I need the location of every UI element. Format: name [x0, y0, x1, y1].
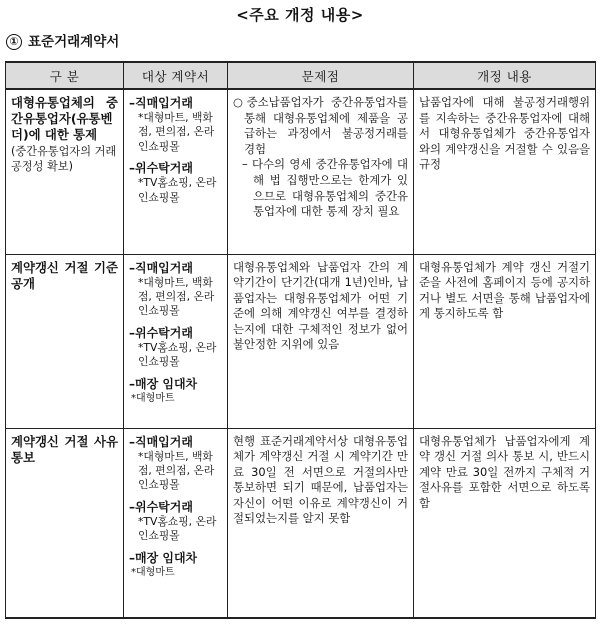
contract-group	[129, 376, 222, 406]
revision-cell	[414, 89, 596, 254]
problem-subtext: – 다수의 영세 중간유통업자에 대해 법 집행만으로는 한계가 있으므로 대형유통업체의 중간유통업자에 대한 통제 장치 필요	[242, 157, 408, 219]
category-title: 계약갱신 거절 사유 통보	[11, 433, 118, 465]
category-cell	[6, 428, 124, 618]
contract-group	[129, 95, 222, 154]
contract-group	[129, 325, 222, 370]
revision-text: 납품업자에 대해 불공정거래행위를 지속하는 중간유통업자에 대해서 대형유통업체가 중간유통업자와의 계약갱신을 거절할 수 있음을 규정	[419, 95, 590, 172]
contract-targets: *TV홈쇼핑, 온라인쇼핑몰	[138, 176, 217, 204]
revision-text: 대형유통업체가 납품업자에게 계약 갱신 거절 의사 통보 시, 반드시 계약 만료 30일 전까지 구체적 거절사유를 포함한 서면으로 하도록 함	[419, 433, 590, 510]
contract-type: –매장 임대차	[129, 550, 198, 565]
contract-targets: *TV홈쇼핑, 온라인쇼핑몰	[138, 340, 217, 369]
contract-group	[129, 499, 222, 544]
contract-group	[129, 260, 222, 319]
contract-type: –위수탁거래	[129, 499, 193, 514]
page-title: <주요 개정 내용>	[236, 6, 364, 24]
problem-cell	[228, 428, 414, 618]
category-title: 대형유통업체의 중간유통업자(유통벤더)에 대한 통제	[11, 95, 118, 142]
contract-targets: *대형마트	[131, 392, 175, 404]
contract-group	[129, 550, 222, 580]
contract-type: –위수탁거래	[129, 325, 193, 340]
problem-text: 현행 표준거래계약서상 대형유통업체가 계약갱신 거절 시 계약기간 만료 30일 전 서면으로 거절의사만 통보하면 되기 때문에, 납품업자는 자신이 어떤 이유로 계약갱신이 거절되었는지를 알지 못함	[233, 433, 408, 526]
contract-cell	[124, 89, 228, 254]
header-contract: 대상 계약서	[124, 62, 228, 89]
section-heading	[6, 30, 119, 50]
header-category: 구 분	[6, 62, 124, 89]
contract-cell	[124, 254, 228, 428]
contract-cell	[124, 428, 228, 618]
problem-text: ○중소납품업자가 중간유통업자를 통해 대형유통업체에 제품을 공급하는 과정에서 불공정거래를 경험	[233, 95, 408, 156]
category-cell	[6, 254, 124, 428]
revision-table	[5, 61, 596, 619]
contract-targets: *대형마트, 백화점, 편의점, 온라인쇼핑몰	[138, 275, 215, 318]
problem-cell	[228, 254, 414, 428]
category-cell	[6, 89, 124, 254]
contract-type: –매장 임대차	[129, 376, 198, 391]
contract-type: –직매입거래	[129, 96, 193, 110]
category-title: 계약갱신 거절 기준 공개	[11, 259, 118, 291]
problem-cell	[228, 89, 414, 254]
revision-cell	[414, 428, 596, 618]
contract-targets: *TV홈쇼핑, 온라인쇼핑몰	[138, 514, 217, 543]
problem-text: 대형유통업체와 납품업자 간의 계약기간이 단기간(대개 1년)인바, 납품업자는 대형유통업체가 어떤 기준에 의해 계약갱신 여부를 결정하는지에 대한 구체적인 정보가 없어 불안정한 지위에 있음	[233, 259, 408, 352]
contract-targets: *대형마트	[131, 566, 175, 578]
revision-text: 대형유통업체가 계약 갱신 거절기준을 사전에 홈페이지 등에 공지하거나 별도 서면을 통해 납품업자에게 통지하도록 함	[419, 259, 590, 321]
category-subtitle: (중간유통업자의 거래 공정성 확보)	[11, 145, 117, 173]
contract-type: –직매입거래	[129, 434, 193, 449]
header-problem: 문제점	[228, 62, 414, 89]
contract-group	[129, 160, 222, 205]
table-header-row	[6, 62, 596, 89]
contract-type: –위수탁거래	[129, 161, 193, 176]
contract-group	[129, 434, 222, 493]
table-row	[6, 428, 596, 618]
table-row	[6, 254, 596, 428]
section-number: ①	[6, 34, 22, 50]
header-revision: 개정 내용	[414, 62, 596, 89]
table-row	[6, 89, 596, 254]
contract-targets: *대형마트, 백화점, 편의점, 온라인쇼핑몰	[138, 449, 215, 492]
section-label: 표준거래계약서	[28, 34, 120, 50]
revision-cell	[414, 254, 596, 428]
contract-type: –직매입거래	[129, 260, 193, 275]
contract-targets: *대형마트, 백화점, 편의점, 온라인쇼핑몰	[138, 111, 215, 153]
